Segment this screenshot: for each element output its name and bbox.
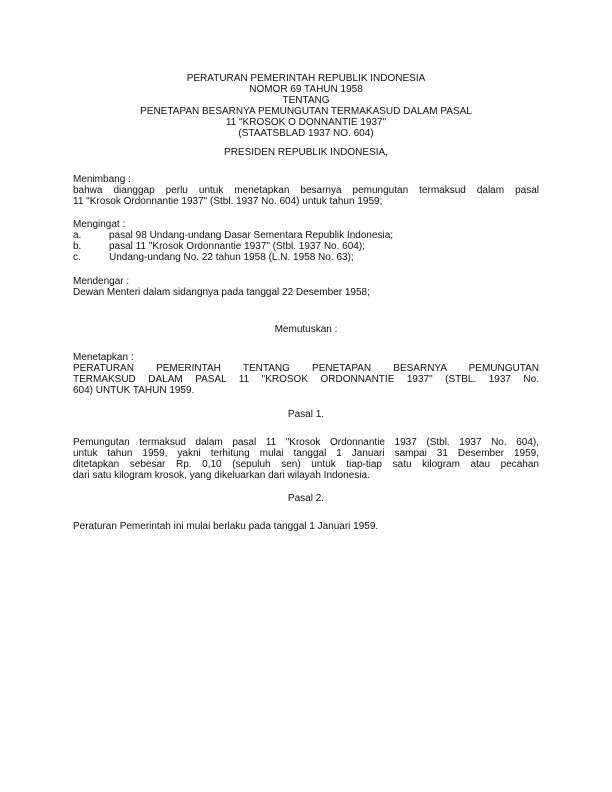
menetapkan-line-3: 604) UNTUK TAHUN 1959.	[73, 385, 195, 396]
pasal-2-heading: Pasal 2.	[287, 493, 325, 504]
memutuskan-heading: Memutuskan :	[274, 324, 338, 335]
doc-title: PERATURAN PEMERINTAH REPUBLIK INDONESIA	[186, 73, 426, 84]
pasal-1-line-4: dari satu kilogram krosok, yang dikeluarkan dari wilayah Indonesia.	[73, 470, 370, 481]
mendengar-text: Dewan Menteri dalam sidangnya pada tanggal 22 Desember 1958;	[73, 287, 370, 298]
doc-tentang: TENTANG	[282, 95, 330, 106]
list-letter: b.	[73, 241, 82, 252]
pasal-1-heading: Pasal 1.	[287, 409, 325, 420]
doc-number: NOMOR 69 TAHUN 1958	[249, 84, 363, 95]
doc-subject-line-3: (STAATSBLAD 1937 NO. 604)	[238, 128, 374, 139]
pasal-1-line-2: untuk tahun 1959, yakni terhitung mulai tanggal 1 Januari sampai 31 Desember 1959,	[73, 448, 539, 459]
pasal-1-line-1: Pemungutan termaksud dalam pasal 11 "Krosok Ordonnantie 1937 (Stbl. 1937 No. 604),	[73, 437, 539, 448]
pasal-2-text: Peraturan Pemerintah ini mulai berlaku pada tanggal 1 Januari 1959.	[73, 521, 379, 532]
list-text: Undang-undang No. 22 tahun 1958 (L.N. 1958 No. 63);	[109, 252, 354, 263]
list-letter: c.	[73, 252, 81, 263]
doc-subject-line-2: 11 "KROSOK O DONNANTIE 1937"	[225, 117, 387, 128]
list-text: pasal 11 "Krosok Ordonnantie 1937" (Stbl. 1937 No. 604);	[109, 241, 365, 252]
doc-subject-line-1: PENETAPAN BESARNYA PEMUNGUTAN TERMAKASUD DALAM PASAL	[140, 106, 472, 117]
president-heading: PRESIDEN REPUBLIK INDONESIA,	[224, 147, 388, 158]
menetapkan-line-1: PERATURAN PEMERINTAH TENTANG PENETAPAN BESARNYA PEMUNGUTAN	[73, 363, 539, 374]
menimbang-line-2: 11 "Krosok Ordonnantie 1937" (Stbl. 1937 No. 604) untuk tahun 1959;	[73, 196, 383, 207]
menetapkan-line-2: TERMAKSUD DALAM PASAL 11 "KROSOK ORDONNANTIE 1937" (STBL. 1937 No.	[73, 374, 539, 385]
list-text: pasal 98 Undang-undang Dasar Sementara Republik Indonesia;	[109, 230, 394, 241]
mendengar-label: Mendengar :	[73, 276, 130, 287]
menimbang-line-1: bahwa dianggap perlu untuk menetapkan besarnya pemungutan termaksud dalam pasal	[73, 185, 539, 196]
menetapkan-label: Menetapkan :	[73, 352, 134, 363]
mengingat-label: Mengingat :	[73, 219, 126, 230]
pasal-1-line-3: ditetapkan sebesar Rp. 0,10 (sepuluh sen) untuk tiap-tiap satu kilogram atau pecahan	[73, 459, 539, 470]
menimbang-label: Menimbang :	[73, 174, 131, 185]
list-letter: a.	[73, 230, 82, 241]
